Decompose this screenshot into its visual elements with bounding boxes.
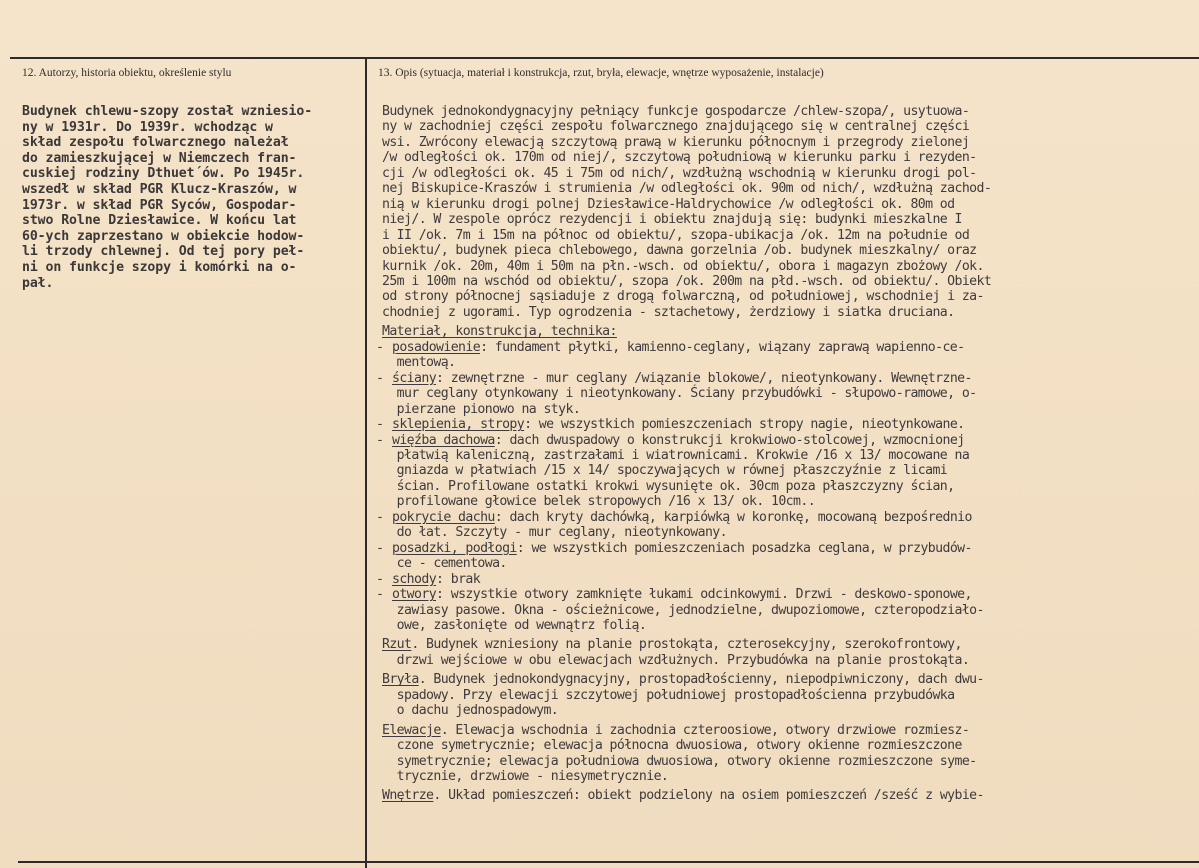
- description-line: [376, 540, 1194, 556]
- item-heading: sklepienia, stropy: [392, 417, 525, 433]
- item-heading: posadzki, podłogi: [392, 540, 517, 556]
- item-text: : wszystkie otwory zamknięte łukami odcinkowymi. Drzwi - deskowo-sponowe,: [436, 587, 972, 603]
- description-line: [382, 618, 1194, 633]
- line-text: obiektu/, budynek pieca chlebowego, dawna gorzelnia /ob. budynek mieszkalny/ oraz: [382, 243, 977, 259]
- description-line: [382, 723, 1194, 738]
- bottom-rule: [18, 861, 1199, 863]
- item-text: . Budynek wzniesiony na planie prostokąta, czterosekcyjny, szerokofrontowy,: [411, 637, 962, 653]
- line-text: drzwi wejściowe w obu elewacjach wzdłużnych. Przybudówka na planie prostokąta.: [382, 652, 970, 668]
- top-rule: [10, 57, 1199, 59]
- list-dash: -: [376, 587, 384, 603]
- item-text: : we wszystkich pomieszczeniach posadzka ceglana, w przybudów-: [516, 540, 972, 556]
- description-line: [382, 448, 1194, 463]
- list-dash: -: [376, 509, 384, 525]
- list-dash: -: [376, 417, 384, 433]
- line-text: niej/. W zespole oprócz rezydencji i obiektu znajdują się: budynki mieszkalne I: [382, 212, 962, 228]
- description-line: [382, 738, 1194, 753]
- description-line: [376, 587, 1194, 603]
- line-text: czone symetrycznie; elewacja północna dwuosiowa, otwory okienne rozmieszczone: [382, 738, 962, 754]
- line-text: Budynek jednokondygnacyjny pełniący funkcje gospodarcze /chlew-szopa/, usytuowa-: [382, 104, 970, 119]
- description-line: [382, 104, 1194, 119]
- column-divider: [365, 58, 367, 868]
- description-line: [382, 305, 1194, 320]
- list-dash: -: [376, 339, 384, 355]
- list-dash: -: [376, 571, 384, 587]
- line-text: i II /ok. 7m i 15m na północ od obiektu/, szopa-ubikacja /ok. 12m na południe od: [382, 227, 970, 243]
- list-dash: -: [376, 432, 384, 448]
- description-text: [376, 104, 1194, 804]
- history-line: skład zespołu folwarcznego należał: [22, 135, 289, 151]
- history-line: 60-ych zaprzestano w obiekcie hodow-: [22, 228, 305, 244]
- list-dash: -: [376, 540, 384, 556]
- item-heading: ściany: [392, 370, 437, 386]
- line-text: owe, zasłonięte od wewnątrz folią.: [382, 617, 647, 633]
- description-line: [382, 788, 1194, 803]
- item-text: . Budynek jednokondygnacyjny, prostopadłościenny, niepodpiwniczony, dach dwu-: [418, 672, 984, 688]
- line-text: nej Biskupice-Kraszów i strumienia /w odległości ok. 90m od nich/, wzdłużną zachod-: [382, 181, 992, 197]
- description-line: [382, 324, 1194, 339]
- item-heading: otwory: [392, 587, 437, 603]
- description-line: [382, 228, 1194, 243]
- description-line: [382, 703, 1194, 718]
- line-text: pierzane pionowo na styk.: [382, 401, 581, 417]
- line-text: do łat. Szczyty - mur ceglany, nieotynkowany.: [382, 525, 727, 541]
- line-text: symetrycznie; elewacja południowa dwuosiowa, otwory okienne rozmieszczone syme-: [382, 753, 977, 769]
- line-text: płatwią kaleniczną, zastrzałami i wiatrownicami. Krokwie /16 x 13/ mocowane na: [382, 447, 970, 463]
- description-line: [382, 653, 1194, 668]
- line-text: gniazda w płatwiach /15 x 14/ spoczywających w równej płaszczyźnie z licami: [382, 463, 948, 479]
- line-text: wsi. Zwrócony elewacją szczytową prawą w kierunku północnym i przegrody zielonej: [382, 134, 970, 150]
- item-text: : brak: [436, 571, 481, 587]
- line-text: o dachu jednospadowym.: [382, 703, 559, 719]
- item-text: : zewnętrzne - mur ceglany /wiązanie blokowe/, nieotynkowany. Wewnętrzne-: [436, 370, 972, 386]
- description-line: [376, 417, 1194, 433]
- item-heading: Elewacje: [382, 722, 441, 738]
- line-text: chodniej z ugorami. Typ ogrodzenia - sztachetowy, żerdziowy i siatka druciana.: [382, 304, 955, 320]
- description-line: [376, 339, 1194, 355]
- description-line: [382, 259, 1194, 274]
- section-13-header: 13. Opis (sytuacja, materiał i konstrukcja, rzut, bryła, elewacje, wnętrze wyposażenie, instalacje): [378, 67, 824, 79]
- history-line: ny w 1931r. Do 1939r. wchodząc w: [22, 119, 273, 135]
- description-line: [376, 370, 1194, 386]
- history-line: pał.: [22, 275, 54, 291]
- history-line: wszedł w skład PGR Klucz-Kraszów, w: [22, 181, 297, 197]
- line-text: 25m i 100m na wschód od obiektu/, szopa /ok. 200m na płd.-wsch. od obiektu/. Obiekt: [382, 273, 992, 289]
- description-line: [382, 525, 1194, 540]
- description-line: [382, 688, 1194, 703]
- line-text: zawiasy pasowe. Okna - ościeżnicowe, jednodzielne, dwupoziomowe, czteropodziało-: [382, 602, 984, 618]
- item-heading: posadowienie: [392, 339, 481, 355]
- line-text: profilowane głowice belek stropowych /16 x 13/ ok. 10cm..: [382, 494, 816, 510]
- line-text: spadowy. Przy elewacji szczytowej południowej prostopadłościenna przybudówka: [382, 687, 955, 703]
- line-text: cji /w odległości ok. 45 i 75m od nich/, wzdłużną wschodnią w kierunku drogi pol-: [382, 165, 977, 181]
- item-heading: Rzut: [382, 637, 412, 653]
- section-heading: Materiał, konstrukcja, technika:: [382, 324, 617, 340]
- description-line: [382, 402, 1194, 417]
- line-text: /w odległości ok. 170m od niej/, szczytową południową w kierunku parku i rezyden-: [382, 150, 977, 166]
- line-text: ce - cementowa.: [382, 556, 507, 572]
- description-line: [382, 494, 1194, 509]
- item-heading: Wnętrze: [382, 788, 434, 804]
- description-line: [376, 432, 1194, 448]
- line-text: kurnik /ok. 20m, 40m i 50m na płn.-wsch. od obiektu/, obora i magazyn zbożowy /ok.: [382, 258, 984, 274]
- description-line: [382, 274, 1194, 289]
- description-line: [382, 150, 1194, 165]
- item-text: : fundament płytki, kamienno-ceglany, wiązany zaprawą wapienno-ce-: [480, 339, 965, 355]
- description-line: [382, 166, 1194, 181]
- item-text: : dach kryty dachówką, karpiówką w koronkę, mocowaną bezpośrednio: [494, 509, 972, 525]
- description-line: [382, 603, 1194, 618]
- history-line: Budynek chlewu-szopy został wzniesio-: [22, 104, 313, 119]
- description-line: [382, 197, 1194, 212]
- description-line: [382, 463, 1194, 478]
- item-heading: pokrycie dachu: [392, 509, 495, 525]
- line-text: nią w kierunku drogi polnej Dziesławice-Haldrychowice /w odległości ok. 80m od: [382, 196, 955, 212]
- description-line: [382, 754, 1194, 769]
- description-line: [376, 509, 1194, 525]
- item-text: : we wszystkich pomieszczeniach stropy nagie, nieotynkowane.: [524, 417, 965, 433]
- history-line: ni on funkcje szopy i komórki na o-: [22, 259, 297, 275]
- description-line: [382, 181, 1194, 196]
- line-text: trycznie, drzwiowe - niesymetrycznie.: [382, 769, 669, 785]
- line-text: ny w zachodniej części zespołu folwarcznego znajdującego się w centralnej części: [382, 119, 970, 135]
- line-text: mur ceglany otynkowany i nieotynkowany. Ściany przybudówki - słupowo-ramowe, o-: [382, 386, 977, 402]
- description-line: [382, 672, 1194, 687]
- item-heading: więźba dachowa: [392, 432, 495, 448]
- description-line: [376, 571, 1194, 587]
- description-line: [382, 556, 1194, 571]
- item-text: . Elewacja wschodnia i zachodnia czteroosiowe, otwory drzwiowe rozmiesz-: [440, 722, 970, 738]
- item-text: . Układ pomieszczeń: obiekt podzielony na osiem pomieszczeń /sześć z wybie-: [433, 788, 984, 804]
- list-dash: -: [376, 370, 384, 386]
- item-heading: Bryła: [382, 672, 419, 688]
- history-line: cuskiej rodziny Dthuet´ów. Po 1945r.: [22, 166, 305, 182]
- section-12-header: 12. Autorzy, historia obiektu, określenie stylu: [22, 67, 232, 79]
- description-line: [382, 212, 1194, 227]
- line-text: ścian. Profilowane ostatki krokwi wysunięte ok. 30cm poza płaszczyzny ścian,: [382, 478, 955, 494]
- description-line: [382, 243, 1194, 258]
- item-heading: schody: [392, 571, 437, 587]
- description-line: [382, 637, 1194, 652]
- line-text: mentową.: [382, 355, 456, 371]
- item-text: : dach dwuspadowy o konstrukcji krokwiowo-stolcowej, wzmocnionej: [494, 432, 965, 448]
- history-line: 1973r. w skład PGR Syców, Gospodar-: [22, 197, 297, 213]
- description-line: [382, 289, 1194, 304]
- history-line: stwo Rolne Dziesławice. W końcu lat: [22, 213, 297, 229]
- description-line: [382, 479, 1194, 494]
- description-line: [382, 769, 1194, 784]
- description-line: [382, 355, 1194, 370]
- history-text: [22, 104, 362, 291]
- description-line: [382, 135, 1194, 150]
- history-line: do zamieszkującej w Niemczech fran-: [22, 150, 297, 166]
- line-text: od strony północnej sąsiaduje z drogą folwarczną, od południowej, wschodniej i za-: [382, 289, 984, 305]
- history-line: li trzody chlewnej. Od tej pory peł-: [22, 244, 305, 260]
- description-line: [382, 119, 1194, 134]
- description-line: [382, 386, 1194, 401]
